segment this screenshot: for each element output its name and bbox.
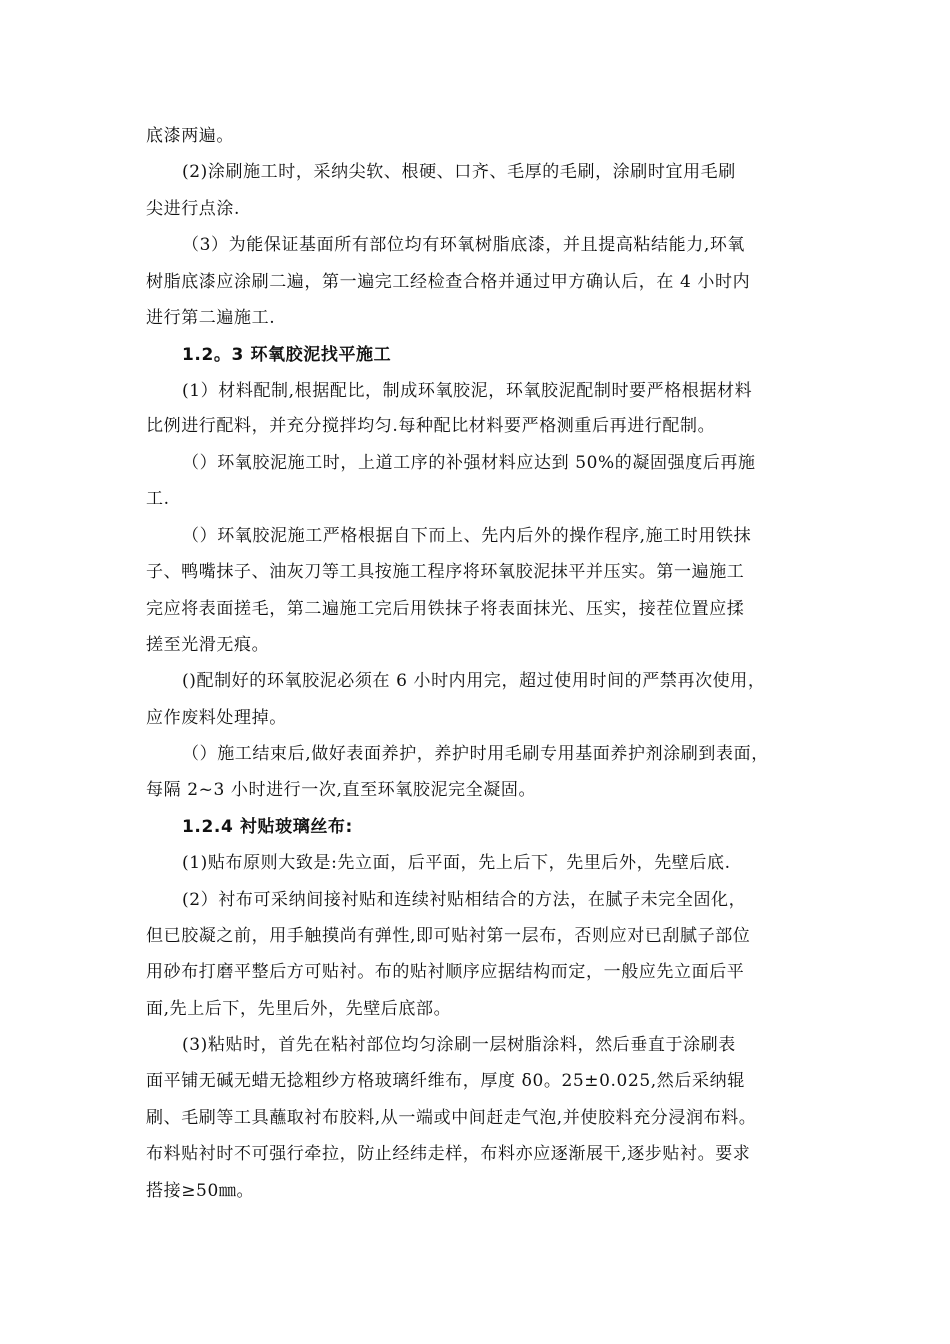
section-heading: 1.2.4 衬贴玻璃丝布:	[182, 817, 353, 837]
text-line: 搓至光滑无痕。	[146, 635, 270, 655]
text-line: (2）衬布可采纳间接衬贴和连续衬贴相结合的方法，在腻子未完全固化，	[182, 890, 747, 910]
text-line: 完应将表面搓毛，第二遍施工完后用铁抹子将表面抹光、压实，接茬位置应揉	[146, 599, 745, 619]
text-line: 面,先上后下，先里后外，先壁后底部。	[146, 999, 452, 1019]
text-line: 每隔 2~3 小时进行一次,直至环氧胶泥完全凝固。	[146, 780, 537, 800]
text-line: 用砂布打磨平整后方可贴衬。布的贴衬顺序应据结构而定，一般应先立面后平	[146, 962, 745, 982]
text-line: （）施工结束后,做好表面养护，养护时用毛刷专用基面养护剂涂刷到表面，	[182, 744, 769, 764]
text-line: 搭接≥50㎜。	[146, 1181, 255, 1201]
text-line: 工.	[146, 489, 170, 509]
text-line: 进行第二遍施工.	[146, 308, 276, 328]
text-line: ()配制好的环氧胶泥必须在 6 小时内用完，超过使用时间的严禁再次使用，	[182, 671, 766, 691]
text-line: (2)涂刷施工时，采纳尖软、根硬、口齐、毛厚的毛刷，涂刷时宜用毛刷	[182, 162, 736, 182]
text-line: 子、鸭嘴抹子、油灰刀等工具按施工程序将环氧胶泥抹平并压实。第一遍施工	[146, 562, 745, 582]
text-line: 面平铺无碱无蜡无捻粗纱方格玻璃纤维布，厚度 δ0。25±0.025,然后采纳辊	[146, 1071, 745, 1091]
text-line: 但已胶凝之前，用手触摸尚有弹性,即可贴衬第一层布，否则应对已刮腻子部位	[146, 926, 751, 946]
text-line: (1）材料配制,根据配比，制成环氧胶泥，环氧胶泥配制时要严格根据材料	[182, 381, 753, 401]
text-line: （）环氧胶泥施工严格根据自下而上、先内后外的操作程序,施工时用铁抹	[182, 526, 752, 546]
text-line: 刷、毛刷等工具蘸取衬布胶料,从一端或中间赶走气泡,并使胶料充分浸润布料。	[146, 1108, 757, 1128]
text-line: 尖进行点涂.	[146, 199, 241, 219]
text-line: 树脂底漆应涂刷二遍，第一遍完工经检查合格并通过甲方确认后，在 4 小时内	[146, 272, 751, 292]
section-heading: 1.2。3 环氧胶泥找平施工	[182, 345, 392, 365]
text-line: (3)粘贴时，首先在粘衬部位均匀涂刷一层树脂涂料，然后垂直于涂刷表	[182, 1035, 736, 1055]
text-line: 布料贴衬时不可强行牵拉，防止经纬走样，布料亦应逐渐展干,逐步贴衬。要求	[146, 1144, 751, 1164]
text-line: 比例进行配料，并充分搅拌均匀.每种配比材料要严格测重后再进行配制。	[146, 416, 716, 436]
text-line: 应作废料处理掉。	[146, 708, 287, 728]
text-line: 底漆两遍。	[146, 126, 234, 146]
text-line: （）环氧胶泥施工时，上道工序的补强材料应达到 50%的凝固强度后再施	[182, 453, 756, 473]
text-line: (1)贴布原则大致是:先立面，后平面，先上后下，先里后外，先壁后底.	[182, 853, 731, 873]
text-line: （3）为能保证基面所有部位均有环氧树脂底漆，并且提高粘结能力,环氧	[182, 235, 746, 255]
